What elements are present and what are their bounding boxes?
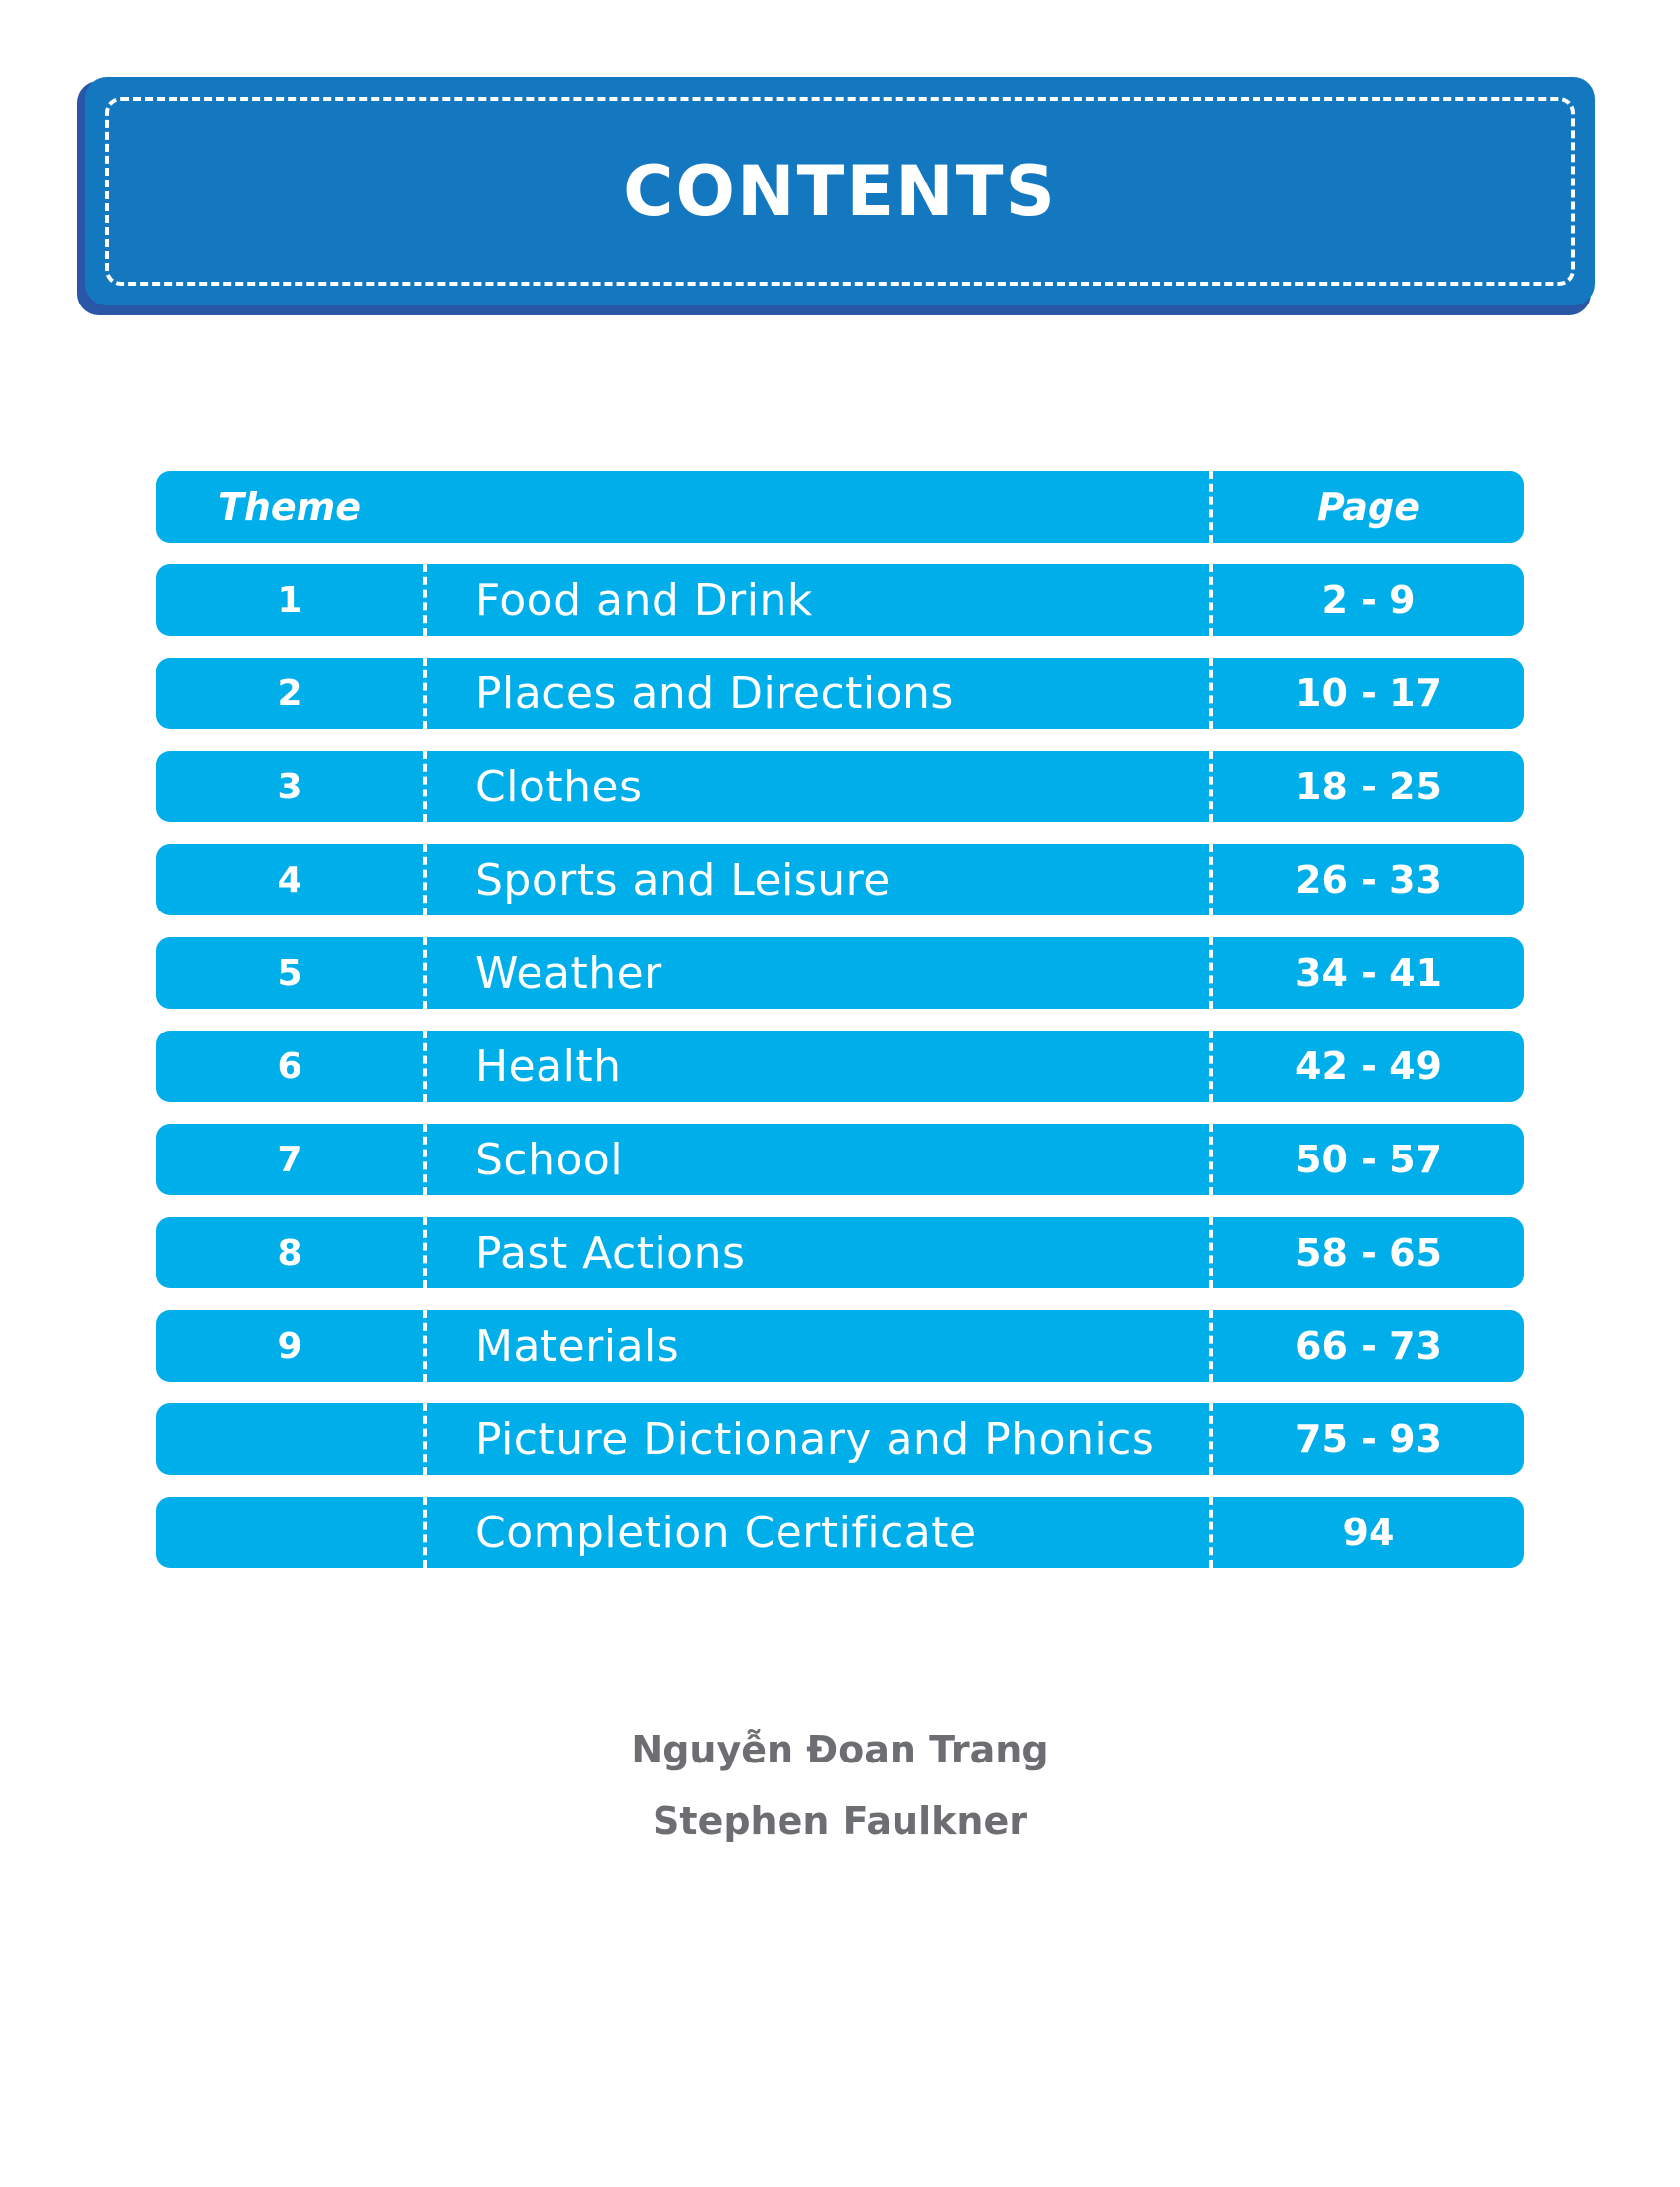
table-row[interactable]	[156, 1031, 1524, 1102]
page-range: 10 - 17	[1295, 671, 1442, 715]
table-row[interactable]	[156, 1217, 1524, 1288]
theme-title: Health	[475, 1040, 622, 1092]
page-range: 50 - 57	[1295, 1138, 1442, 1181]
theme-number: 3	[277, 766, 302, 807]
column-divider	[423, 1497, 427, 1568]
page-range: 2 - 9	[1321, 578, 1416, 622]
theme-number: 1	[277, 579, 302, 621]
page-range: 94	[1342, 1511, 1395, 1554]
theme-number: 4	[277, 859, 302, 901]
theme-title: Materials	[475, 1320, 680, 1372]
page-title: CONTENTS	[623, 151, 1057, 232]
table-row[interactable]	[156, 1497, 1524, 1568]
theme-title: Completion Certificate	[475, 1507, 977, 1558]
table-row[interactable]	[156, 564, 1524, 636]
theme-title: Food and Drink	[475, 574, 813, 626]
theme-title: Picture Dictionary and Phonics	[475, 1413, 1155, 1465]
theme-title: Past Actions	[475, 1227, 746, 1278]
page-range: 66 - 73	[1295, 1324, 1442, 1368]
theme-title: Weather	[475, 947, 662, 999]
authors-block	[0, 1714, 1680, 1857]
column-divider	[423, 1217, 427, 1288]
table-row[interactable]	[156, 844, 1524, 915]
theme-title: Places and Directions	[475, 668, 954, 719]
column-divider	[423, 1403, 427, 1475]
theme-title: Sports and Leisure	[475, 854, 891, 906]
column-divider	[423, 1031, 427, 1102]
table-row[interactable]	[156, 937, 1524, 1009]
theme-title: School	[475, 1134, 624, 1185]
table-row[interactable]	[156, 751, 1524, 822]
column-divider	[423, 564, 427, 636]
theme-number: 8	[277, 1232, 302, 1274]
header-theme: Theme	[217, 485, 362, 529]
theme-number: 2	[277, 672, 302, 714]
author-name: Nguyễn Đoan Trang	[631, 1728, 1049, 1771]
title-banner	[85, 77, 1595, 305]
column-divider	[423, 844, 427, 915]
theme-number: 6	[277, 1045, 302, 1087]
theme-number: 7	[277, 1139, 302, 1180]
theme-number	[156, 1403, 423, 1475]
author-name: Stephen Faulkner	[653, 1799, 1027, 1843]
theme-number	[156, 1497, 423, 1568]
page-range: 75 - 93	[1295, 1417, 1442, 1461]
theme-title: Clothes	[475, 761, 643, 812]
table-row[interactable]	[156, 1403, 1524, 1475]
page-range: 34 - 41	[1295, 951, 1442, 995]
page-range: 58 - 65	[1295, 1231, 1442, 1275]
column-divider	[423, 937, 427, 1009]
table-header-row	[156, 471, 1524, 543]
column-divider	[423, 1310, 427, 1382]
column-divider	[423, 658, 427, 729]
header-page: Page	[1316, 485, 1421, 529]
column-divider	[423, 1124, 427, 1195]
page-range: 26 - 33	[1295, 858, 1442, 902]
theme-number: 9	[277, 1325, 302, 1367]
table-row[interactable]	[156, 658, 1524, 729]
table-row[interactable]	[156, 1310, 1524, 1382]
theme-number: 5	[277, 952, 302, 994]
page-range: 42 - 49	[1295, 1044, 1442, 1088]
table-row[interactable]	[156, 1124, 1524, 1195]
column-divider	[423, 751, 427, 822]
page-range: 18 - 25	[1295, 765, 1442, 808]
